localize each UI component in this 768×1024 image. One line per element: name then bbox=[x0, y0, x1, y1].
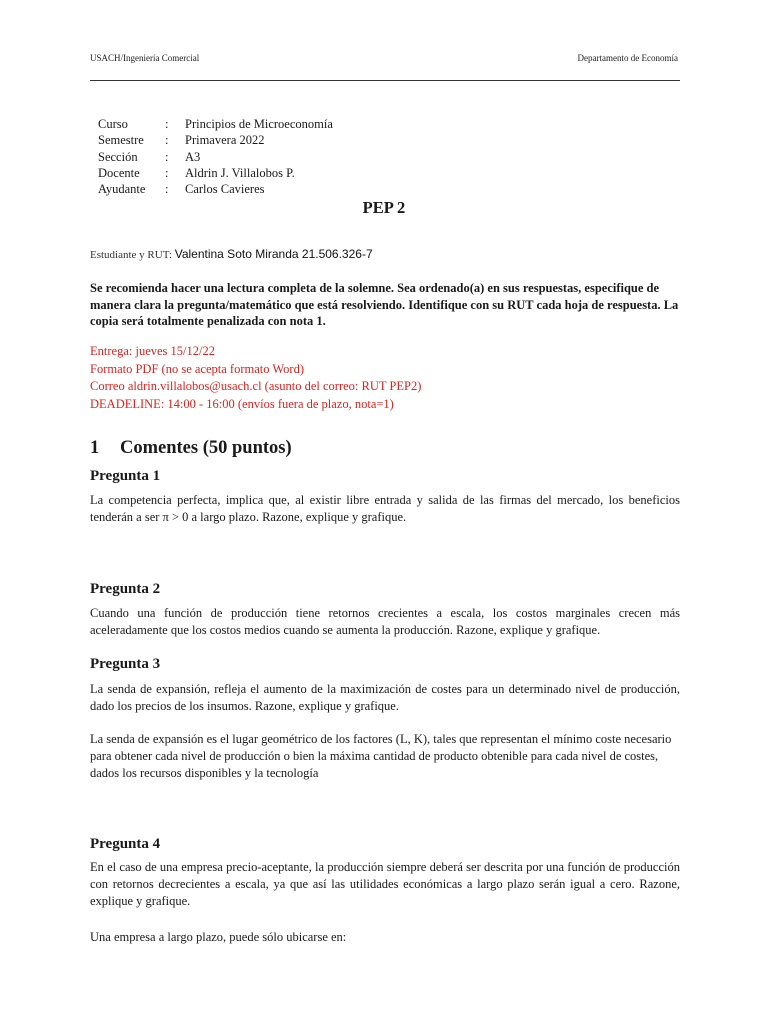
question-4-answer: Una empresa a largo plazo, puede sólo ubicarse en: bbox=[90, 930, 347, 944]
section-number: 1 bbox=[90, 438, 100, 458]
delivery-email: Correo aldrin.villalobos@usach.cl (asunto del correo: RUT PEP2) bbox=[90, 379, 422, 393]
delivery-deadline: DEADELINE: 14:00 - 16:00 (envíos fuera de plazo, nota=1) bbox=[90, 396, 394, 411]
question-3-answer: La senda de expansión es el lugar geométrico de los factores (L, K), tales que representan el mínimo coste necesario para obtener cada nivel de producción o bien la máxima cantidad de producto obtenible para cada nivel de costes, dados los recursos disponibles y la tecnología bbox=[90, 732, 672, 780]
exam-title bbox=[0, 198, 768, 218]
header-institution: USACH/Ingeniería Comercial bbox=[90, 53, 200, 63]
info-row-ayudante bbox=[98, 181, 333, 197]
info-separator: : bbox=[165, 133, 169, 148]
info-row-docente bbox=[98, 165, 333, 181]
info-row-seccion bbox=[98, 149, 333, 165]
exam-title-text: PEP 2 bbox=[362, 198, 406, 217]
info-value: Carlos Cavieres bbox=[185, 182, 265, 197]
info-value: Primavera 2022 bbox=[185, 133, 265, 148]
info-label: Curso bbox=[98, 117, 128, 131]
instructions-paragraph: Se recomienda hacer una lectura completa de la solemne. Sea ordenado(a) en sus respuestas, especifique de manera clara la pregunta/matemático que está resolviendo. Identifique con su RUT cada hoja de respuesta. La copia será totalmente penalizada con nota 1. bbox=[90, 281, 679, 328]
info-row-curso bbox=[98, 116, 333, 132]
info-label: Docente bbox=[98, 165, 140, 180]
section-title: Comentes (50 puntos) bbox=[120, 438, 292, 458]
delivery-info bbox=[90, 343, 421, 413]
info-separator: : bbox=[165, 149, 169, 164]
info-value: Aldrin J. Villalobos P. bbox=[185, 165, 295, 180]
question-2-text: Cuando una función de producción tiene retornos crecientes a escala, los costos marginales crecen más aceleradamente que los costos medios cuando se aumenta la producción. Razone, explique y grafique. bbox=[90, 606, 680, 637]
student-line bbox=[90, 247, 373, 261]
info-label: Ayudante bbox=[98, 182, 146, 197]
info-value: A3 bbox=[185, 149, 201, 164]
header-department: Departamento de Economía bbox=[577, 53, 678, 63]
info-separator: : bbox=[165, 182, 169, 197]
student-label: Estudiante y RUT: bbox=[90, 249, 172, 261]
question-2-title: Pregunta 2 bbox=[90, 581, 161, 597]
info-label: Sección bbox=[98, 149, 138, 164]
header-rule bbox=[90, 80, 680, 81]
info-label: Semestre bbox=[98, 133, 144, 148]
info-row-semestre bbox=[98, 132, 333, 148]
section-heading bbox=[90, 438, 292, 459]
info-separator: : bbox=[165, 165, 169, 180]
question-3-title: Pregunta 3 bbox=[90, 656, 161, 672]
question-4-title: Pregunta 4 bbox=[90, 836, 161, 852]
question-4-text: En el caso de una empresa precio-aceptante, la producción siempre deberá ser descrita por una función de producción con retornos decrecientes a escala, ya que así las utilidades económicas a largo plazo serán igual a cero. Razone, explique y grafique. bbox=[90, 860, 680, 908]
question-1-title: Pregunta 1 bbox=[90, 468, 161, 484]
question-1-text: La competencia perfecta, implica que, al existir libre entrada y salida de las firmas del mercado, los beneficios tenderán a ser π > 0 a largo plazo. Razone, explique y grafique. bbox=[90, 493, 680, 524]
delivery-date: Entrega: jueves 15/12/22 bbox=[90, 344, 215, 358]
question-3-text: La senda de expansión, refleja el aumento de la maximización de costes para un determinado nivel de producción, dado los precios de los insumos. Razone, explique y grafique. bbox=[90, 682, 680, 713]
info-separator: : bbox=[165, 117, 169, 131]
course-info bbox=[98, 116, 333, 197]
info-value: Principios de Microeconomía bbox=[185, 117, 333, 131]
student-value: Valentina Soto Miranda 21.506.326-7 bbox=[174, 247, 373, 261]
delivery-format: Formato PDF (no se acepta formato Word) bbox=[90, 361, 304, 376]
